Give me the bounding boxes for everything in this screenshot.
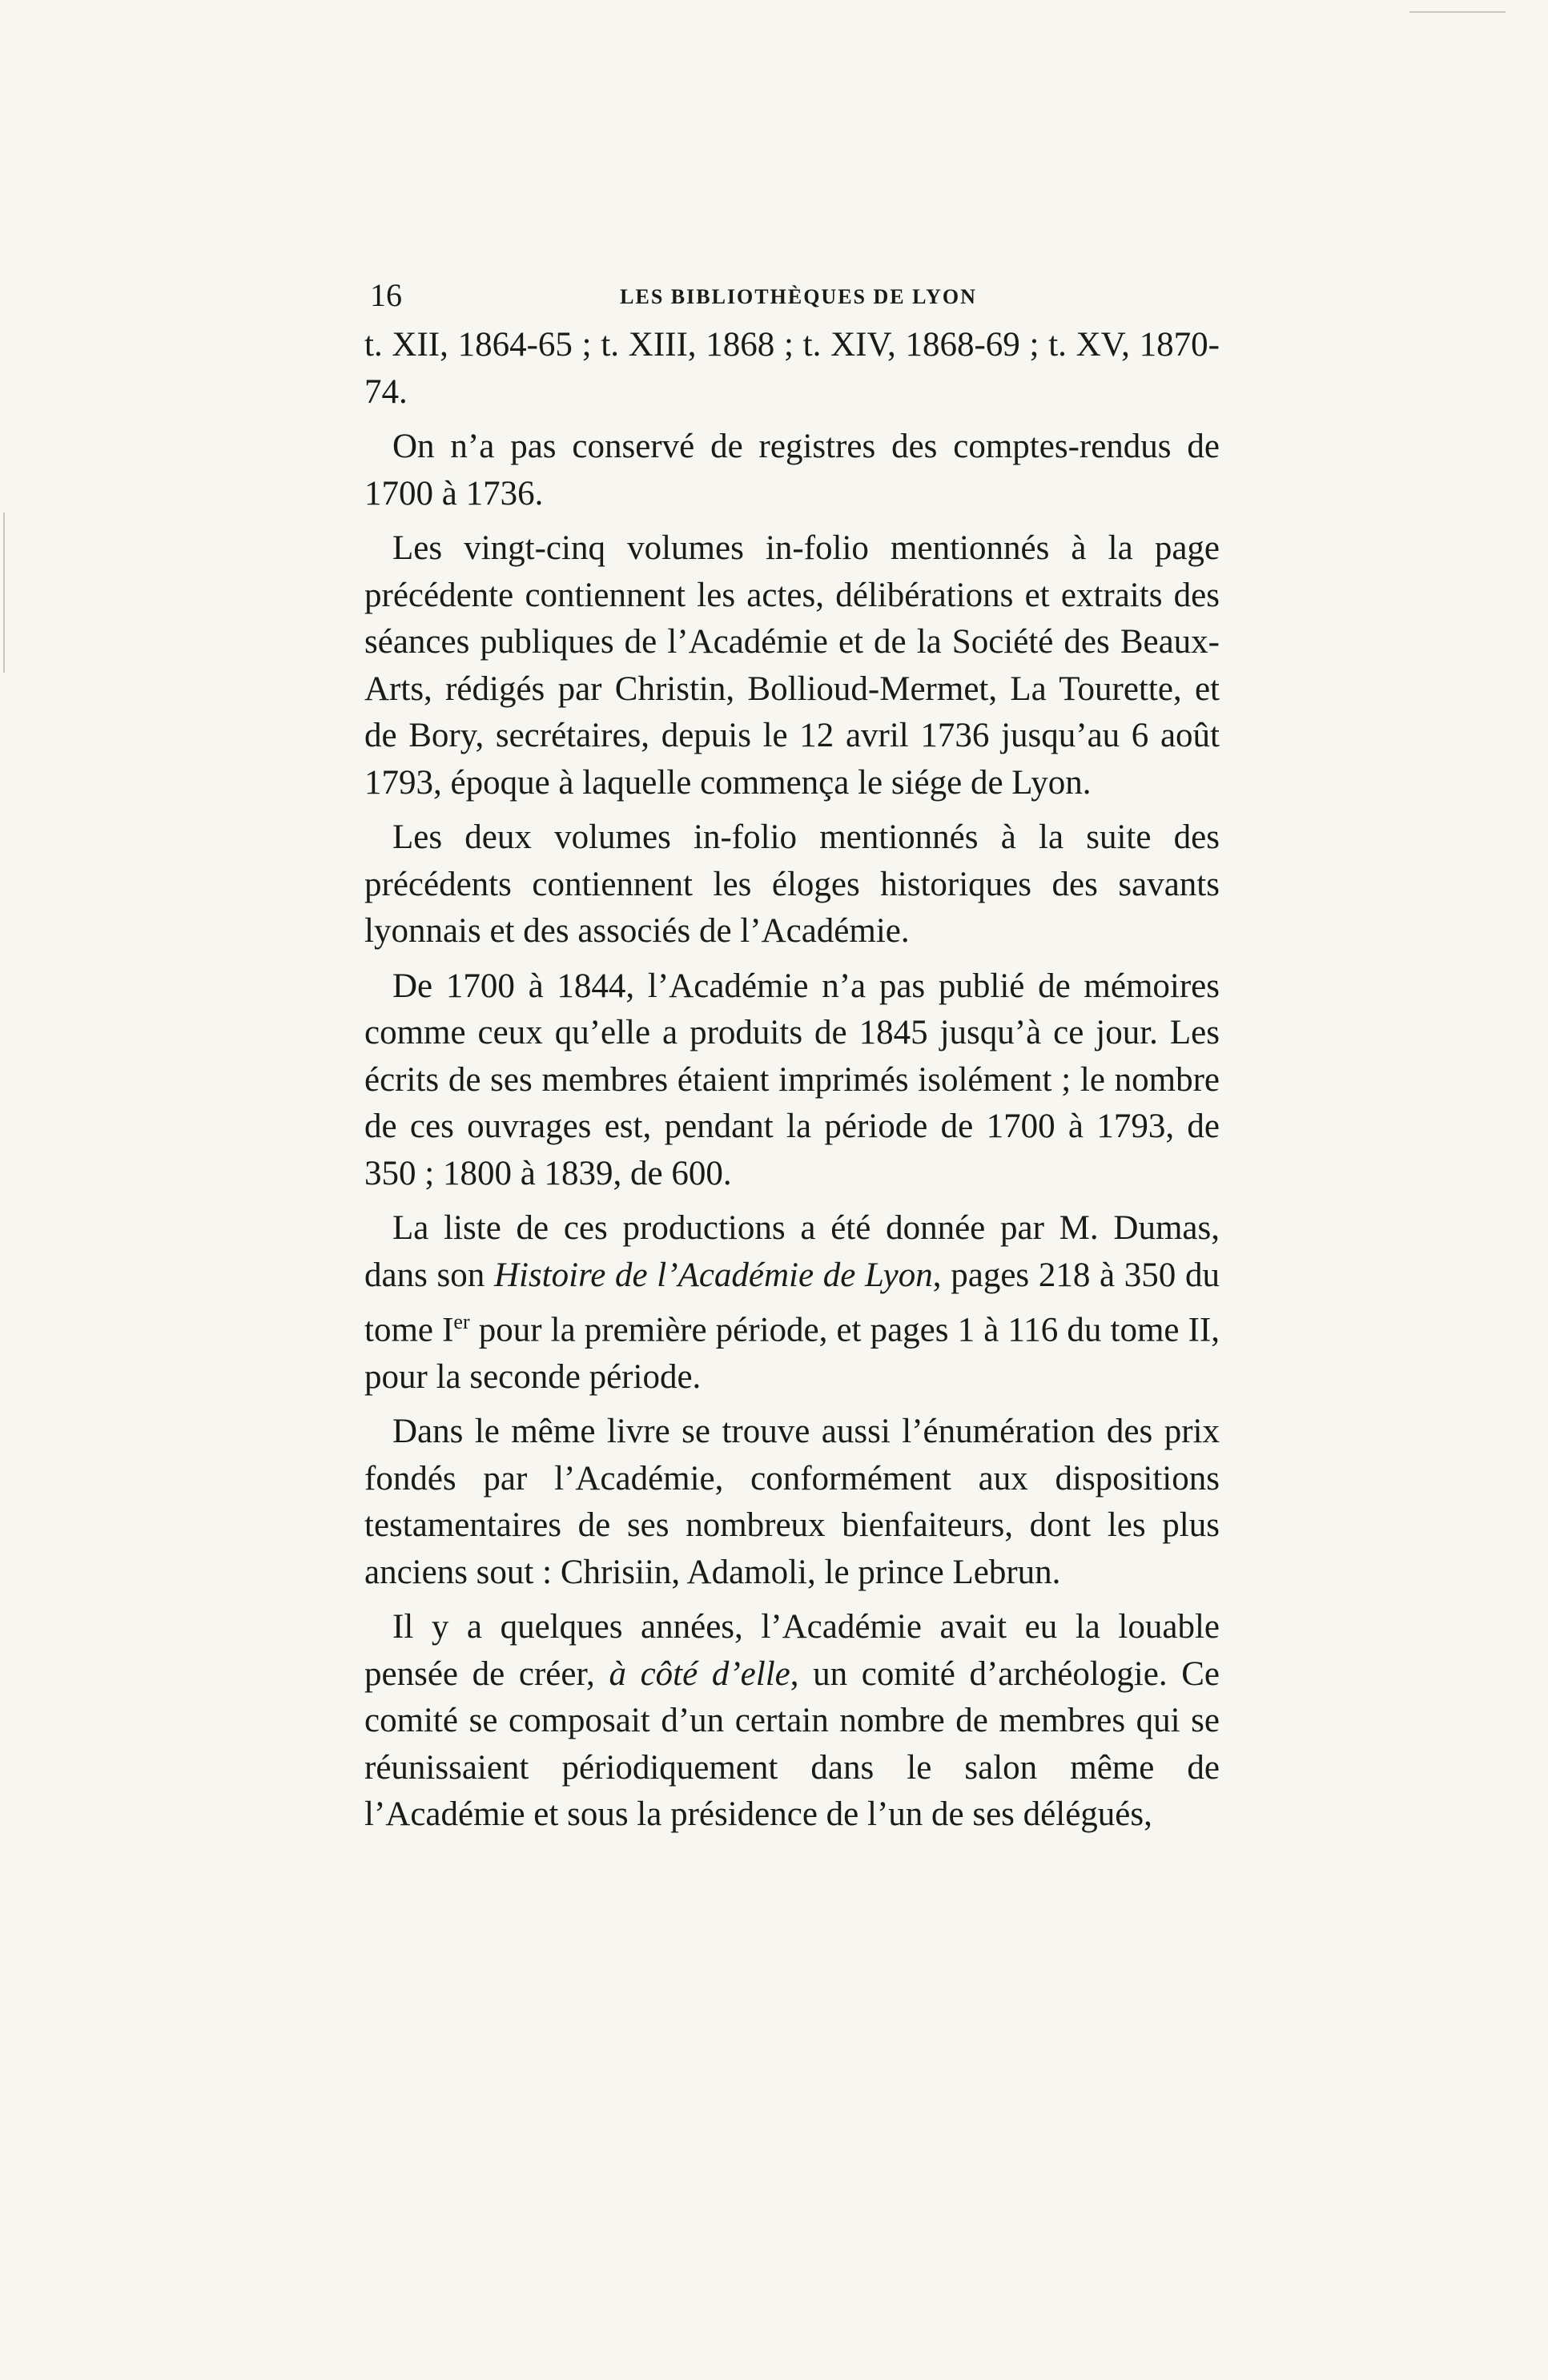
paragraph-volumes-list: t. XII, 1864-65 ; t. XIII, 1868 ; t. XIV, 1868-69 ; t. XV, 1870-74. xyxy=(364,326,1220,411)
dumas-text-after: pour la première période, et pages 1 à 116 du tome II, pour la seconde période. xyxy=(364,1311,1220,1396)
body-text xyxy=(364,322,1220,1847)
paragraph-memoires: De 1700 à 1844, l’Académie n’a pas publié de mémoires comme ceux qu’elle a produits de 1845 jusqu’à ce jour. Les écrits de ses membres étaient imprimés isolément ; le nombre de ces ouvrages est, pendant la période de 1700 à 1793, de 350 ; 1800 à 1839, de 600. xyxy=(364,967,1220,1192)
paragraph-prix: Dans le même livre se trouve aussi l’énumération des prix fondés par l’Académie, conformément aux dispositions testamentaires de ses nombreux bienfaiteurs, dont les plus anciens sout : Chrisiin, Adamoli, le prince Lebrun. xyxy=(364,1413,1220,1591)
comite-text-after: , un comité d’archéologie. Ce comité se composait d’un certain nombre de membres qui se réunissaient périodiquement dans le salon même de l’Académie et sous la présidence de l’un de ses délégués, xyxy=(364,1654,1220,1834)
page-header xyxy=(370,272,1227,320)
dumas-superscript: er xyxy=(453,1310,470,1333)
page-number: 16 xyxy=(370,277,402,313)
dumas-text-mid: , pages 218 à 350 du tome I xyxy=(364,1256,1220,1349)
paragraph-comite xyxy=(364,1604,1220,1839)
paragraph-deux-volumes: Les deux volumes in-folio mentionnés à la suite des précédents contiennent les éloges historiques des savants lyonnais et des associés de l’Académie. xyxy=(364,818,1220,950)
margin-rule-left xyxy=(3,513,5,673)
paragraph-liste-dumas xyxy=(364,1205,1220,1401)
dumas-book-title: Histoire de l’Académie de Lyon xyxy=(493,1256,933,1294)
comite-text-before: Il y a quelques années, l’Académie avait eu la louable pensée de créer, xyxy=(364,1608,1220,1693)
paragraph-registres: On n’a pas conservé de registres des comptes-rendus de 1700 à 1736. xyxy=(364,428,1220,513)
dumas-text-before: La liste de ces productions a été donnée par M. Dumas, dans son xyxy=(364,1209,1220,1294)
margin-rule-top xyxy=(1409,11,1506,13)
comite-italic: à côté d’elle xyxy=(609,1654,790,1693)
paragraph-vingt-cinq-volumes: Les vingt-cinq volumes in-folio mentionnés à la page précédente contiennent les actes, délibérations et extraits des séances publiques de l’Académie et de la Société des Beaux-Arts, rédigés par Christin, Bollioud-Mermet, La Tourette, et de Bory, secrétaires, depuis le 12 avril 1736 jusqu’au 6 août 1793, époque à laquelle commença le siége de Lyon. xyxy=(364,529,1220,802)
running-title: LES BIBLIOTHÈQUES DE LYON xyxy=(620,285,977,308)
